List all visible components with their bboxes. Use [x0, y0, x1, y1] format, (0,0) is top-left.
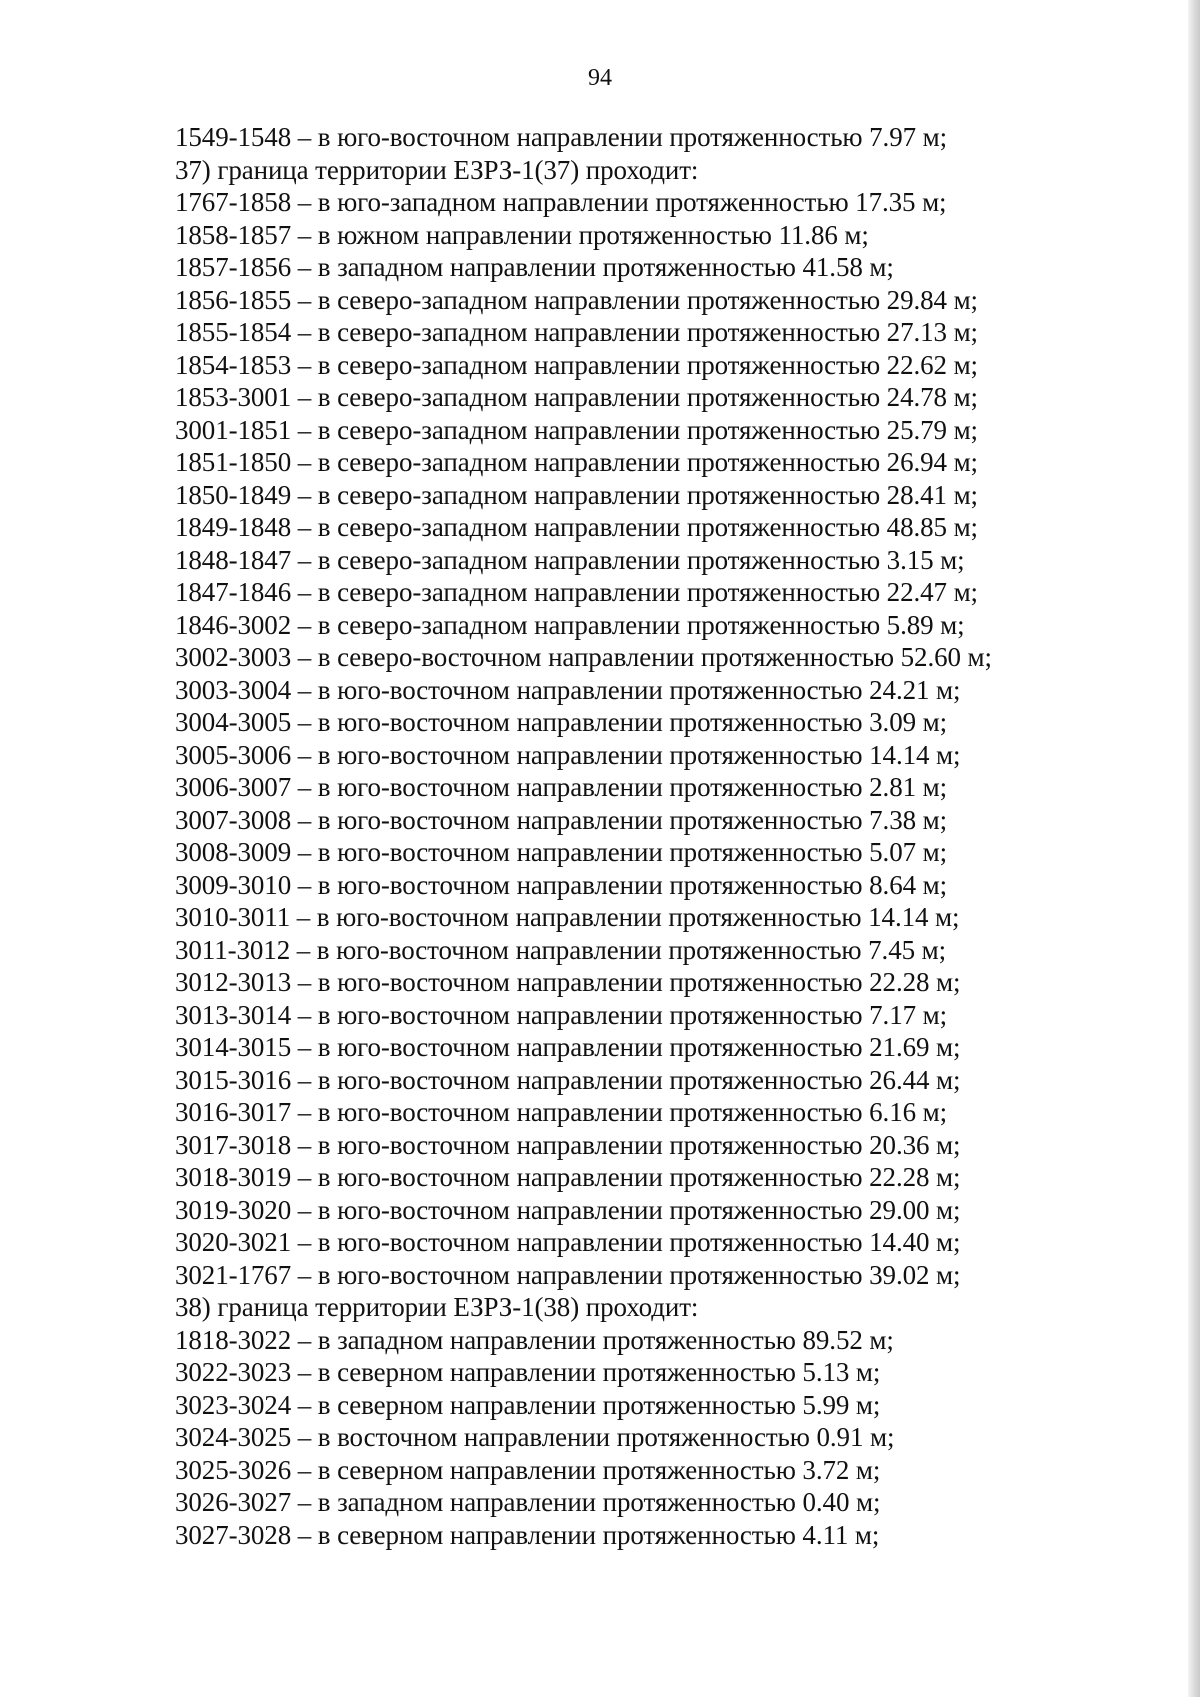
text-line: 3022-3023 – в северном направлении протяженностью 5.13 м;	[175, 1357, 881, 1387]
text-line: 1846-3002 – в северо-западном направлении протяженностью 5.89 м;	[175, 609, 965, 640]
text-line: 1854-1853 – в северо-западном направлении протяженностью 22.62 м;	[175, 349, 978, 380]
text-line: 1848-1847 – в северо-западном направлении протяженностью 3.15 м;	[175, 544, 965, 575]
text-line: 3010-3011 – в юго-восточном направлении протяженностью 14.14 м;	[175, 902, 960, 932]
text-line: 1857-1856 – в западном направлении протяженностью 41.58 м;	[175, 252, 894, 282]
text-line: 3014-3015 – в юго-восточном направлении протяженностью 21.69 м;	[175, 1032, 961, 1062]
text-line: 3025-3026 – в северном направлении протяженностью 3.72 м;	[175, 1454, 881, 1485]
text-line: 1853-3001 – в северо-западном направлении протяженностью 24.78 м;	[175, 382, 978, 412]
text-body	[175, 121, 1075, 1551]
text-line: 3013-3014 – в юго-восточном направлении протяженностью 7.17 м;	[175, 999, 948, 1030]
scan-edge	[1188, 0, 1200, 1697]
text-line: 3017-3018 – в юго-восточном направлении протяженностью 20.36 м;	[175, 1129, 961, 1160]
text-line: 3007-3008 – в юго-восточном направлении протяженностью 7.38 м;	[175, 804, 948, 835]
text-line: 1851-1850 – в северо-западном направлении протяженностью 26.94 м;	[175, 447, 978, 477]
text-line: 3026-3027 – в западном направлении протяженностью 0.40 м;	[175, 1487, 881, 1517]
text-line: 1767-1858 – в юго-западном направлении протяженностью 17.35 м;	[175, 187, 947, 217]
text-line: 3002-3003 – в северо-восточном направлении протяженностью 52.60 м;	[175, 642, 992, 672]
text-line: 3023-3024 – в северном направлении протяженностью 5.99 м;	[175, 1389, 881, 1420]
text-line: 3011-3012 – в юго-восточном направлении протяженностью 7.45 м;	[175, 934, 947, 965]
text-line: 3006-3007 – в юго-восточном направлении протяженностью 2.81 м;	[175, 772, 948, 802]
page-number: 94	[588, 65, 612, 91]
text-line: 1856-1855 – в северо-западном направлении протяженностью 29.84 м;	[175, 284, 978, 315]
text-line: 3020-3021 – в юго-восточном направлении протяженностью 14.40 м;	[175, 1227, 961, 1257]
text-line: 3019-3020 – в юго-восточном направлении протяженностью 29.00 м;	[175, 1194, 961, 1225]
text-line: 3001-1851 – в северо-западном направлении протяженностью 25.79 м;	[175, 414, 978, 445]
text-line: 3027-3028 – в северном направлении протяженностью 4.11 м;	[175, 1519, 880, 1550]
text-line: 1855-1854 – в северо-западном направлении протяженностью 27.13 м;	[175, 317, 978, 347]
text-line: 3009-3010 – в юго-восточном направлении протяженностью 8.64 м;	[175, 869, 948, 900]
text-line: 3021-1767 – в юго-восточном направлении протяженностью 39.02 м;	[175, 1259, 961, 1290]
text-line: 1549-1548 – в юго-восточном направлении протяженностью 7.97 м;	[175, 122, 948, 152]
text-line: 3004-3005 – в юго-восточном направлении протяженностью 3.09 м;	[175, 707, 948, 737]
text-line: 3016-3017 – в юго-восточном направлении протяженностью 6.16 м;	[175, 1097, 948, 1127]
text-line: 3015-3016 – в юго-восточном направлении протяженностью 26.44 м;	[175, 1064, 961, 1095]
text-line: 3003-3004 – в юго-восточном направлении протяженностью 24.21 м;	[175, 674, 961, 705]
text-line: 3024-3025 – в восточном направлении протяженностью 0.91 м;	[175, 1422, 895, 1452]
text-line: 3008-3009 – в юго-восточном направлении протяженностью 5.07 м;	[175, 837, 948, 867]
text-line: 1849-1848 – в северо-западном направлении протяженностью 48.85 м;	[175, 512, 978, 542]
text-line: 1850-1849 – в северо-западном направлении протяженностью 28.41 м;	[175, 479, 978, 510]
text-line: 3018-3019 – в юго-восточном направлении протяженностью 22.28 м;	[175, 1162, 961, 1192]
text-line: 1858-1857 – в южном направлении протяженностью 11.86 м;	[175, 219, 869, 250]
text-line: 37) граница территории ЕЗРЗ-1(37) проходит:	[175, 154, 699, 185]
text-line: 38) граница территории ЕЗРЗ-1(38) проходит:	[175, 1292, 699, 1322]
text-line: 3012-3013 – в юго-восточном направлении протяженностью 22.28 м;	[175, 967, 961, 997]
text-line: 1818-3022 – в западном направлении протяженностью 89.52 м;	[175, 1324, 894, 1355]
text-line: 3005-3006 – в юго-восточном направлении протяженностью 14.14 м;	[175, 739, 961, 770]
text-line: 1847-1846 – в северо-западном направлении протяженностью 22.47 м;	[175, 577, 978, 607]
